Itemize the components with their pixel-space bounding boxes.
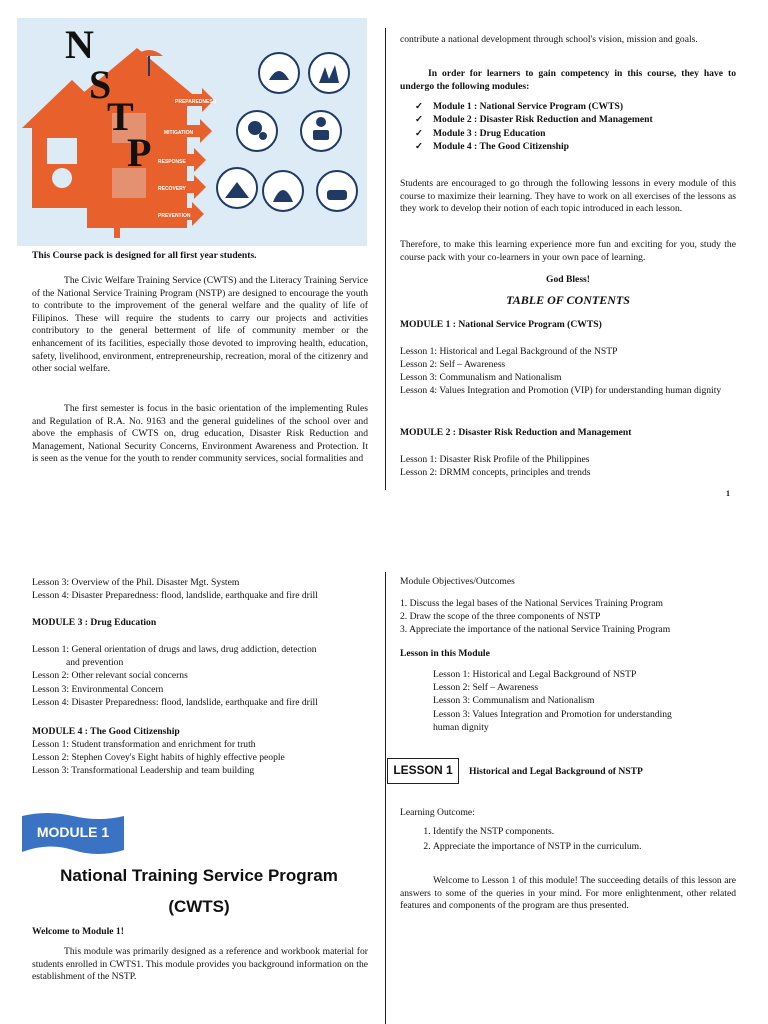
toc-lesson: Lesson 3: Transformational Leadership and team building bbox=[32, 765, 255, 777]
toc-lesson: Lesson 2: Stephen Covey's Eight habits of highly effective people bbox=[32, 752, 285, 764]
toc-module2-title: MODULE 2 : Disaster Risk Reduction and Management bbox=[400, 427, 632, 438]
toc-title: TABLE OF CONTENTS bbox=[506, 293, 630, 307]
paragraph-therefore: Therefore, to make this learning experience more fun and exciting for you, study the course pack with your co-learners in your own pace of learning. bbox=[400, 239, 736, 263]
module-title-line1: National Training Service Program bbox=[60, 866, 338, 885]
lesson-in-module-title: Lesson in this Module bbox=[400, 648, 490, 659]
learning-outcome-list bbox=[415, 824, 642, 854]
god-bless: God Bless! bbox=[546, 274, 590, 285]
module-title-line2: (CWTS) bbox=[168, 897, 230, 916]
module-lessons-list bbox=[433, 668, 672, 734]
toc-lesson: Lesson 1: Historical and Legal Background of the NSTP bbox=[400, 346, 618, 357]
paragraph-cwts-intro: The Civic Welfare Training Service (CWTS) and the Literacy Training Service of the National Service Training Program (NSTP) are designed to encourage the youth to contribute to the improvement of the general welfare and the quality of life of Filipinos. These will require the students to carry our projects and activities contributory to the general betterment of life of community member or the enhancement of its facilities, especially those devoted to improving health, education, safety, livelihood, environment, entrepreneurship, recreation, moral of the citizenry and other social welfare. bbox=[32, 275, 368, 375]
toc-lesson: Lesson 1: Disaster Risk Profile of the Philippines bbox=[400, 454, 590, 465]
toc-module3-lessons bbox=[32, 643, 318, 709]
toc-module4-title: MODULE 4 : The Good Citizenship bbox=[32, 726, 180, 737]
learning-outcome-title: Learning Outcome: bbox=[400, 807, 475, 818]
outcome-item: 1. Identify the NSTP components. bbox=[433, 824, 642, 839]
outcome-item: 2. Appreciate the importance of NSTP in the curriculum. bbox=[433, 839, 642, 854]
check-icon: ✓ bbox=[415, 114, 424, 126]
page-number: 1 bbox=[726, 489, 730, 498]
toc-lesson: Lesson 3: Communalism and Nationalism bbox=[400, 372, 562, 384]
objective-item: 3. Appreciate the importance of the national Service Training Program bbox=[400, 624, 671, 636]
check-icon: ✓ bbox=[415, 127, 424, 139]
module-list-item: ✓ Module 3 : Drug Education bbox=[415, 127, 546, 139]
toc-lesson: Lesson 1: General orientation of drugs and laws, drug addiction, detection bbox=[32, 644, 317, 655]
paragraph-students-encouraged: Students are encouraged to go through the following lessons in every module of this course to maximize their learning. They have to work on all exercises of the lessons as they work to develop their notion of each topic introduced in each lesson. bbox=[400, 178, 736, 215]
module-lesson-item: Lesson 3: Communalism and Nationalism bbox=[433, 695, 595, 707]
column-divider-page2 bbox=[385, 572, 386, 1024]
nstp-banner-image bbox=[17, 18, 367, 246]
toc-lesson: Lesson 4: Disaster Preparedness: flood, landslide, earthquake and fire drill bbox=[32, 590, 318, 602]
module-lesson-item: Lesson 1: Historical and Legal Background of NSTP bbox=[433, 669, 637, 680]
toc-lesson: Lesson 2: Other relevant social concerns bbox=[32, 670, 188, 682]
module1-badge-label: MODULE 1 bbox=[36, 824, 110, 840]
paragraph-continued: contribute a national development through school's vision, mission and goals. bbox=[400, 34, 698, 45]
check-icon: ✓ bbox=[415, 141, 424, 153]
arrow-label-prevention: PREVENTION bbox=[158, 213, 191, 219]
column-divider-page1 bbox=[385, 28, 386, 490]
letter-p: P bbox=[127, 130, 152, 175]
module-lesson-item: Lesson 2: Self – Awareness bbox=[433, 682, 539, 694]
toc-lesson: Lesson 3: Overview of the Phil. Disaster Mgt. System bbox=[32, 577, 240, 588]
toc-lesson: Lesson 2: DRMM concepts, principles and trends bbox=[400, 467, 591, 479]
arrow-label-recovery: RECOVERY bbox=[158, 186, 186, 192]
letter-s: S bbox=[89, 62, 112, 107]
objective-item: 1. Discuss the legal bases of the National Services Training Program bbox=[400, 598, 663, 609]
lesson1-box: LESSON 1 bbox=[387, 758, 459, 784]
paragraph-module-welcome: This module was primarily designed as a reference and workbook material for students enrolled in CWTS1. This module provides you background information on the establishment of the NSTP. bbox=[32, 946, 368, 983]
check-icon: ✓ bbox=[415, 101, 424, 112]
arrow-label-preparedness: PREPAREDNESS bbox=[175, 99, 217, 105]
paragraph-first-semester: The first semester is focus in the basic orientation of the implementing Rules and Regulation of R.A. No. 9163 and the general guidelines of the school over and above the emphasis of CWTS on, drug education, Disaster Risk Reduction and Management, National Security Concerns, Environment Awareness and Protection. It is seen as the venue for the youth to render community services, social formalities and bbox=[32, 403, 368, 465]
toc-lesson-cont: and prevention bbox=[66, 657, 124, 669]
paragraph-modules-intro: In order for learners to gain competency in this course, they have to undergo the following modules: bbox=[400, 68, 736, 92]
toc-lesson: Lesson 4: Values Integration and Promotion (VIP) for understanding human dignity bbox=[400, 384, 722, 396]
toc-module1-title: MODULE 1 : National Service Program (CWTS) bbox=[400, 319, 602, 330]
module-list-item: ✓ Module 1 : National Service Program (CWTS) bbox=[415, 101, 624, 112]
nstp-illustration bbox=[17, 18, 367, 246]
toc-module2-continued bbox=[32, 576, 318, 602]
lesson1-title: Historical and Legal Background of NSTP bbox=[469, 766, 643, 777]
welcome-module: Welcome to Module 1! bbox=[32, 926, 124, 937]
toc-lesson: Lesson 1: Student transformation and enrichment for truth bbox=[32, 739, 256, 750]
module-list-item: ✓ Module 4 : The Good Citizenship bbox=[415, 141, 570, 153]
letter-n: N bbox=[65, 22, 94, 67]
toc-lesson: Lesson 3: Environmental Concern bbox=[32, 683, 164, 695]
toc-module3-title: MODULE 3 : Drug Education bbox=[32, 617, 157, 628]
module-checklist bbox=[415, 100, 653, 154]
toc-module2-lessons bbox=[400, 453, 591, 479]
toc-lesson: Lesson 4: Disaster Preparedness: flood, landslide, earthquake and fire drill bbox=[32, 696, 318, 708]
objective-item: 2. Draw the scope of the three components of NSTP bbox=[400, 611, 601, 623]
objectives-title: Module Objectives/Outcomes bbox=[400, 576, 515, 587]
toc-lesson: Lesson 2: Self – Awareness bbox=[400, 359, 506, 371]
module-list-item: ✓ Module 2 : Disaster Risk Reduction and Management bbox=[415, 114, 653, 126]
arrow-label-mitigation: MITIGATION bbox=[164, 130, 194, 136]
module-lesson-item: Lesson 3: Values Integration and Promotion for understanding bbox=[433, 708, 672, 720]
objectives-list bbox=[400, 597, 670, 637]
module-lesson-cont: human dignity bbox=[433, 721, 489, 733]
course-pack-intro: This Course pack is designed for all first year students. bbox=[32, 250, 257, 261]
letter-t: T bbox=[107, 94, 134, 139]
paragraph-lesson-welcome: Welcome to Lesson 1 of this module! The succeeding details of this lesson are answers to some of the queries in your mind. For more enlightenment, other related features and components of the program are thus presented. bbox=[400, 875, 736, 912]
toc-module1-lessons bbox=[400, 345, 736, 397]
arrow-label-response: RESPONSE bbox=[158, 159, 186, 165]
module1-badge bbox=[22, 812, 124, 857]
toc-module4-lessons bbox=[32, 738, 285, 778]
